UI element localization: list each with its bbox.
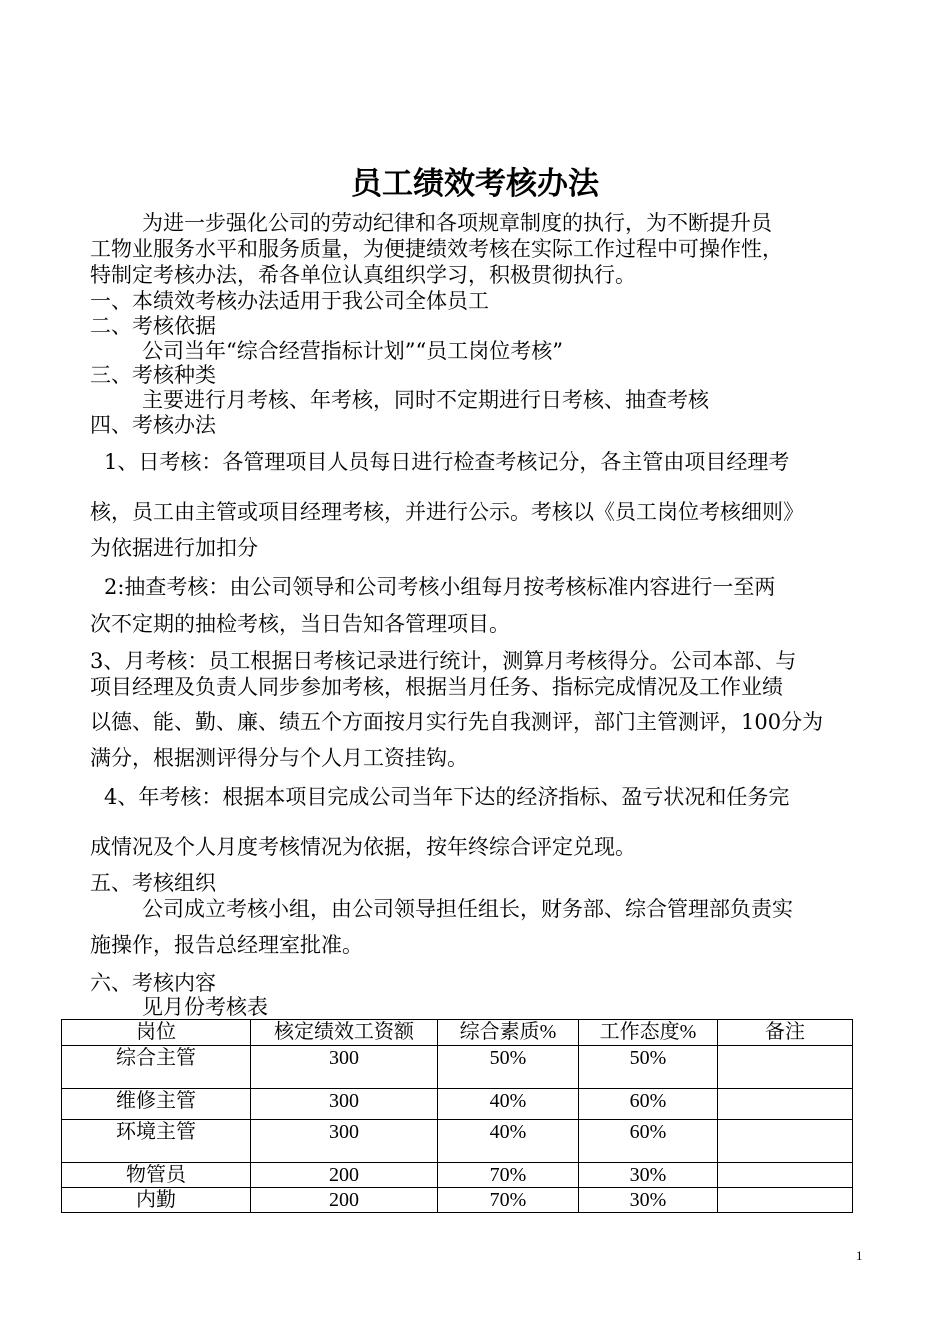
monthly-review-line-4: 满分，根据测评得分与个人月工资挂钩。 (90, 746, 468, 770)
daily-review-line-3: 为依据进行加扣分 (90, 536, 258, 560)
table-cell: 内勤 (62, 1188, 251, 1213)
header-cell: 岗位 (62, 1020, 251, 1046)
table-row (62, 1163, 853, 1188)
table-row (62, 1120, 853, 1163)
table-row (62, 1046, 853, 1089)
section-5-heading: 五、考核组织 (90, 871, 216, 895)
table-cell: 维修主管 (62, 1089, 251, 1120)
table-cell (718, 1120, 853, 1163)
table-cell: 200 (251, 1188, 438, 1213)
table-cell: 60% (579, 1089, 718, 1120)
section-5-body-1: 公司成立考核小组，由公司领导担任组长，财务部、综合管理部负责实 (142, 897, 793, 921)
section-6-heading: 六、考核内容 (90, 971, 216, 995)
table-header-row (62, 1020, 853, 1046)
intro-line-3: 特制定考核办法，希各单位认真组织学习，积极贯彻执行。 (90, 263, 636, 287)
daily-review-line-2: 核，员工由主管或项目经理考核，并进行公示。考核以《员工岗位考核细则》 (90, 500, 804, 524)
section-2-body: 公司当年“综合经营指标计划”“员工岗位考核” (142, 339, 563, 363)
header-cell: 备注 (718, 1020, 853, 1046)
table-cell: 300 (251, 1046, 438, 1089)
section-4-heading: 四、考核办法 (90, 413, 216, 437)
section-3-heading: 三、考核种类 (90, 363, 216, 387)
spot-check-line-1: 2:抽查考核：由公司领导和公司考核小组每月按考核标准内容进行一至两 (104, 575, 776, 599)
spot-check-line-2: 次不定期的抽检考核，当日告知各管理项目。 (90, 612, 510, 636)
section-1-heading: 一、本绩效考核办法适用于我公司全体员工 (90, 289, 489, 313)
table-cell: 30% (579, 1188, 718, 1213)
table-cell: 40% (438, 1089, 579, 1120)
annual-review-line-2: 成情况及个人月度考核情况为依据，按年终综合评定兑现。 (90, 835, 636, 859)
assessment-table (61, 1019, 853, 1213)
page-number: 1 (856, 1248, 863, 1263)
table-row (62, 1188, 853, 1213)
section-6-body: 见月份考核表 (142, 995, 268, 1019)
header-cell: 综合素质% (438, 1020, 579, 1046)
table-cell (718, 1188, 853, 1213)
monthly-review-line-3: 以德、能、勤、廉、绩五个方面按月实行先自我测评，部门主管测评，100分为 (90, 710, 824, 734)
table-cell (718, 1089, 853, 1120)
table-cell: 300 (251, 1120, 438, 1163)
table-cell: 综合主管 (62, 1046, 251, 1089)
intro-line-1: 为进一步强化公司的劳动纪律和各项规章制度的执行，为不断提升员 (142, 211, 772, 235)
section-3-body: 主要进行月考核、年考核，同时不定期进行日考核、抽查考核 (142, 388, 709, 412)
table-cell: 300 (251, 1089, 438, 1120)
table-cell: 物管员 (62, 1163, 251, 1188)
section-5-body-2: 施操作，报告总经理室批准。 (90, 933, 363, 957)
table-cell: 60% (579, 1120, 718, 1163)
table-cell: 40% (438, 1120, 579, 1163)
daily-review-line-1: 1、日考核：各管理项目人员每日进行检查考核记分，各主管由项目经理考 (104, 450, 790, 474)
table-cell: 50% (579, 1046, 718, 1089)
intro-line-2: 工物业服务水平和服务质量，为便捷绩效考核在实际工作过程中可操作性， (90, 237, 783, 261)
table-cell: 环境主管 (62, 1120, 251, 1163)
document-title: 员工绩效考核办法 (351, 166, 599, 202)
header-cell: 核定绩效工资额 (251, 1020, 438, 1046)
header-cell: 工作态度% (579, 1020, 718, 1046)
monthly-review-line-1: 3、月考核：员工根据日考核记录进行统计，测算月考核得分。公司本部、与 (90, 649, 797, 673)
section-2-heading: 二、考核依据 (90, 314, 216, 338)
table-cell: 30% (579, 1163, 718, 1188)
monthly-review-line-2: 项目经理及负责人同步参加考核，根据当月任务、指标完成情况及工作业绩 (90, 675, 783, 699)
table-row (62, 1089, 853, 1120)
table-cell: 50% (438, 1046, 579, 1089)
table-cell: 70% (438, 1163, 579, 1188)
table-cell (718, 1163, 853, 1188)
table-cell: 70% (438, 1188, 579, 1213)
table-cell: 200 (251, 1163, 438, 1188)
table-cell (718, 1046, 853, 1089)
annual-review-line-1: 4、年考核：根据本项目完成公司当年下达的经济指标、盈亏状况和任务完 (104, 785, 790, 809)
